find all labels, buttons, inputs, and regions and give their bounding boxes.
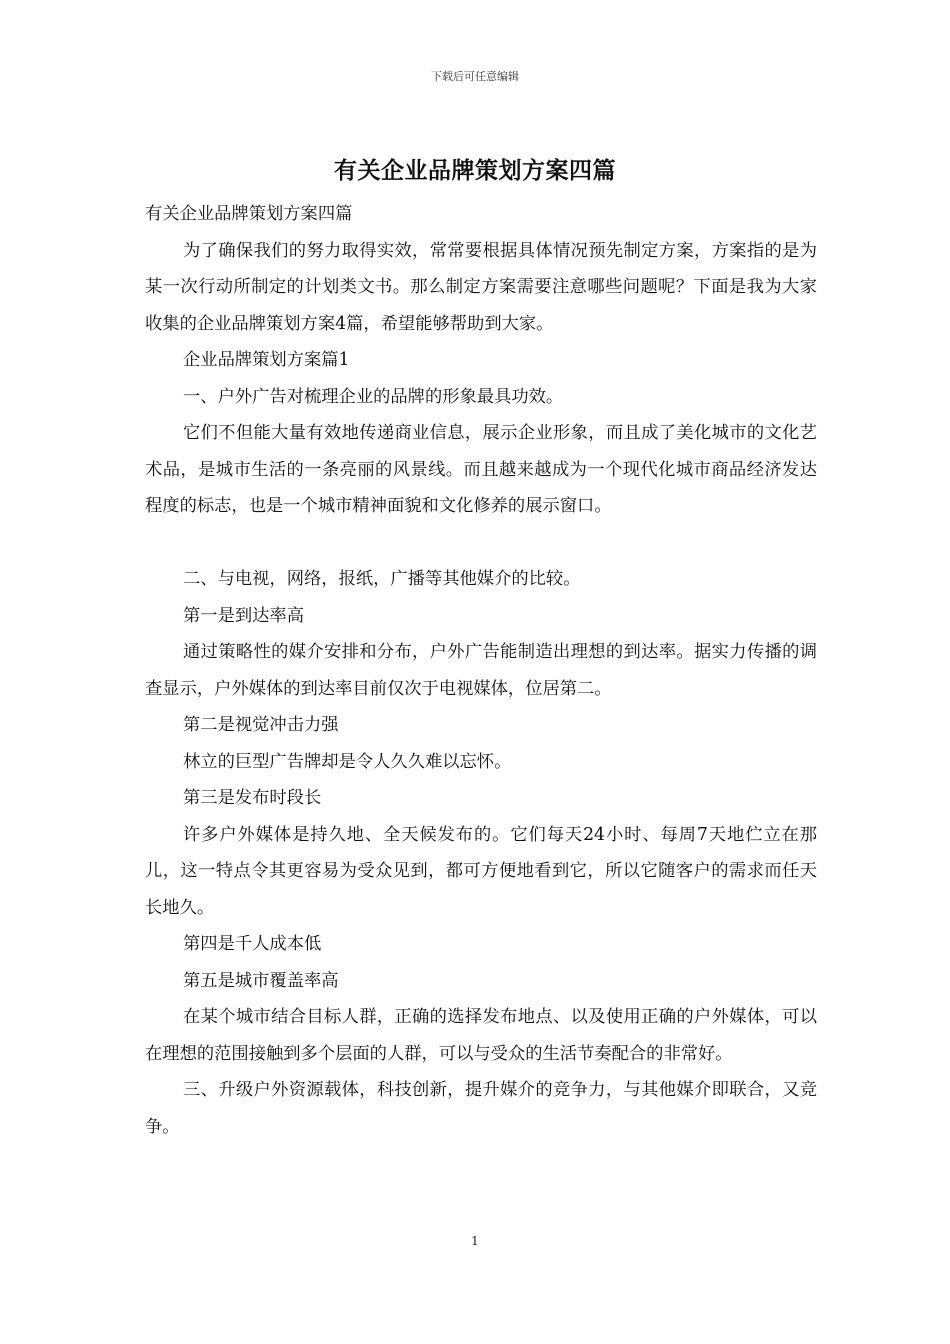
subtitle-paragraph: 有关企业品牌策划方案四篇: [145, 204, 353, 224]
body-paragraph: 在某个城市结合目标人群，正确的选择发布地点、以及使用正确的户外媒体，可以在理想的范围接触到多个层面的人群，可以与受众的生活节奏配合的非常好。: [145, 1007, 817, 1064]
document-body: [145, 196, 817, 1145]
sub-heading: 第一是到达率高: [183, 605, 304, 626]
header-note: 下载后可任意编辑: [431, 70, 519, 83]
body-paragraph: 通过策略性的媒介安排和分布，户外广告能制造出理想的到达率。据实力传播的调查显示，户外媒体的到达率目前仅次于电视媒体，位居第二。: [145, 642, 817, 699]
page-number: 1: [471, 1234, 479, 1248]
body-paragraph: 林立的巨型广告牌却是令人久久难以忘怀。: [183, 751, 512, 772]
sub-heading: 第三是发布时段长: [183, 788, 322, 808]
sub-heading: 第五是城市覆盖率高: [183, 970, 339, 991]
body-paragraph: 许多户外媒体是持久地、全天候发布的。它们每天24小时、每周7天地伫立在那儿，这一特点令其更容易为受众见到，都可方便地看到它，所以它随客户的需求而任天长地久。: [145, 824, 817, 918]
point-heading: 一、户外广告对梳理企业的品牌的形象最具功效。: [183, 386, 564, 407]
sub-heading: 第四是千人成本低: [183, 934, 322, 954]
point-heading: 三、升级户外资源载体，科技创新，提升媒介的竞争力，与其他媒介即联合，又竞争。: [145, 1080, 817, 1137]
sub-heading: 第二是视觉冲击力强: [183, 715, 339, 735]
body-paragraph: 它们不但能大量有效地传递商业信息，展示企业形象，而且成了美化城市的文化艺术品，是城市生活的一条亮丽的风景线。而且越来越成为一个现代化城市商品经济发达程度的标志，也是一个城市精神面貌和文化修养的展示窗口。: [145, 423, 817, 516]
intro-paragraph: 为了确保我们的努力取得实效，常常要根据具体情况预先制定方案，方案指的是为某一次行动所制定的计划类文书。那么制定方案需要注意哪些问题呢？下面是我为大家收集的企业品牌策划方案4篇，希望能够帮助到大家。: [145, 240, 817, 334]
point-heading: 二、与电视，网络，报纸，广播等其他媒介的比较。: [183, 569, 581, 589]
section-heading: 企业品牌策划方案篇1: [183, 350, 350, 370]
document-title: 有关企业品牌策划方案四篇: [334, 157, 616, 184]
blank-line: [145, 525, 817, 562]
